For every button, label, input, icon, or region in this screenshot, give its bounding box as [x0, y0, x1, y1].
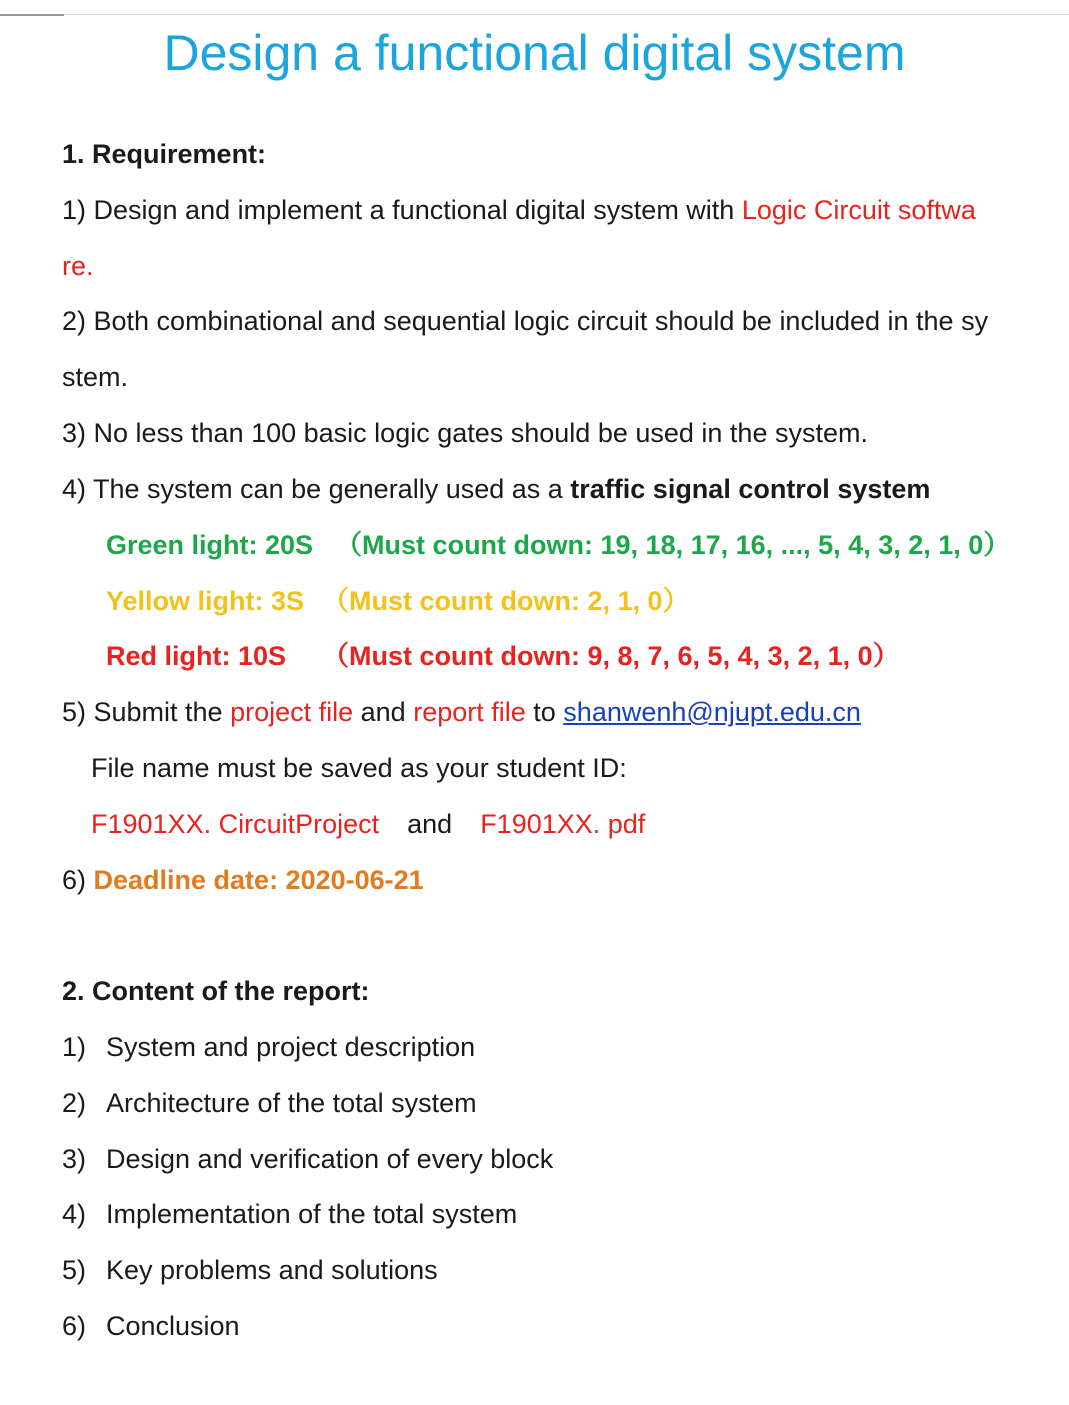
list-item-number: 4) — [62, 1199, 87, 1229]
green-light-line — [106, 528, 1010, 562]
requirement-item-5 — [62, 695, 861, 729]
list-item — [62, 1253, 438, 1287]
list-item-number: 1) — [62, 1032, 87, 1062]
file-names-line — [91, 807, 645, 841]
requirement-item-3: 3) No less than 100 basic logic gates should be used in the system. — [62, 418, 868, 448]
list-item — [62, 1197, 517, 1231]
page-title: Design a functional digital system — [163, 25, 906, 81]
list-item-text: Key problems and solutions — [106, 1255, 438, 1285]
report-content-heading: 2. Content of the report: — [62, 976, 370, 1006]
requirement-item-1-wrap: re. — [62, 251, 94, 281]
yellow-light-countdown: （Must count down: 2, 1, 0） — [322, 586, 690, 616]
report-file-name: F1901XX. pdf — [480, 809, 646, 839]
requirement-item-2-line-2: stem. — [62, 362, 129, 392]
list-item-text: Conclusion — [106, 1311, 240, 1341]
top-divider-accent — [0, 14, 64, 16]
yellow-light-label: Yellow light: 3S — [106, 586, 305, 616]
file-names-and: and — [407, 809, 453, 839]
requirement-item-6 — [62, 863, 424, 897]
green-light-label: Green light: 20S — [106, 530, 314, 560]
list-item-number: 3) — [62, 1144, 87, 1174]
list-item-text: Design and verification of every block — [106, 1144, 554, 1174]
list-item-number: 5) — [62, 1255, 87, 1285]
report-file-text: report file — [413, 697, 526, 727]
red-light-countdown: （Must count down: 9, 8, 7, 6, 5, 4, 3, 2, 1, 0） — [322, 641, 900, 671]
list-item — [62, 1309, 240, 1343]
list-item — [62, 1086, 477, 1120]
red-light-label: Red light: 10S — [106, 641, 287, 671]
yellow-light-line — [106, 584, 690, 618]
list-item-number: 6) — [62, 1311, 87, 1341]
list-item-text: Architecture of the total system — [106, 1088, 477, 1118]
project-file-text: project file — [230, 697, 354, 727]
file-name-note: File name must be saved as your student ID: — [91, 753, 627, 783]
requirement-item-1-text: 1) Design and implement a functional digital system with — [62, 195, 742, 225]
requirement-item-4 — [62, 472, 930, 506]
requirement-item-5-text: 5) Submit the — [62, 697, 231, 727]
requirement-item-4-text: 4) The system can be generally used as a — [62, 474, 571, 504]
list-item-text: System and project description — [106, 1032, 476, 1062]
project-file-name: F1901XX. CircuitProject — [91, 809, 380, 839]
list-item-number: 2) — [62, 1088, 87, 1118]
traffic-signal-system-text: traffic signal control system — [570, 474, 931, 504]
requirement-item-1 — [62, 193, 976, 227]
top-divider — [0, 14, 1069, 15]
list-item-text: Implementation of the total system — [106, 1199, 518, 1229]
requirement-item-2-line-1: 2) Both combinational and sequential logic circuit should be included in the sy — [62, 306, 989, 336]
requirement-heading: 1. Requirement: — [62, 139, 267, 169]
deadline-text: Deadline date: 2020-06-21 — [93, 865, 424, 895]
list-item — [62, 1030, 475, 1064]
requirement-item-6-number: 6) — [62, 865, 94, 895]
to-text: to — [525, 697, 564, 727]
green-light-countdown: （Must count down: 19, 18, 17, 16, ..., 5, 4, 3, 2, 1, 0） — [335, 530, 1011, 560]
logic-circuit-software-text: Logic Circuit softwa — [741, 195, 976, 225]
list-item — [62, 1142, 553, 1176]
email-link[interactable]: shanwenh@njupt.edu.cn — [563, 697, 861, 727]
red-light-line — [106, 639, 900, 673]
and-text: and — [353, 697, 414, 727]
